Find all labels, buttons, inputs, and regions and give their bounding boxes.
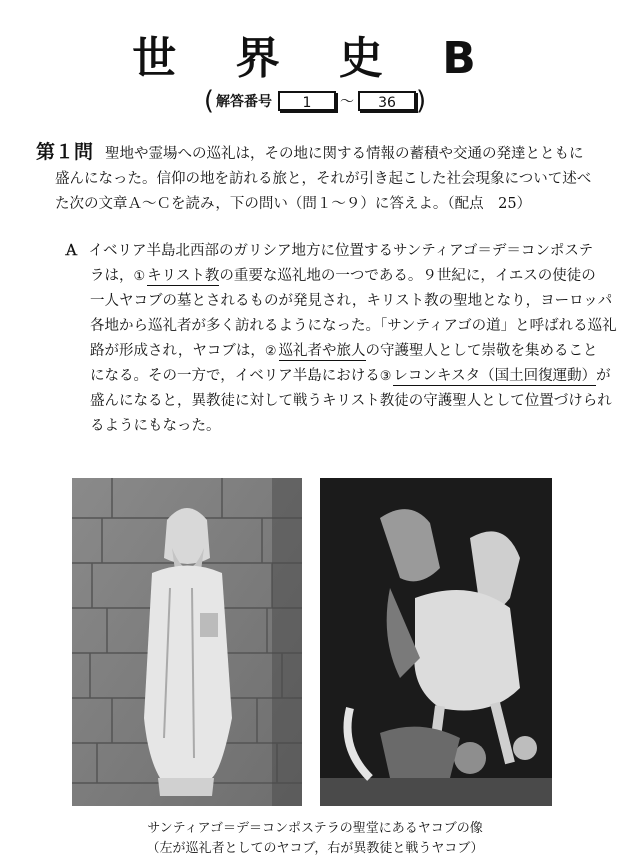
question-line-2: 盛んになった。信仰の地を訪れる旅と，それが引き起こした社会現象について述べ xyxy=(55,171,592,187)
pilgrim-statue-photo xyxy=(72,478,302,806)
passage-line-2: ラは，① キリスト教の重要な巡礼地の一つである。９世紀に，イエスの使徒の xyxy=(90,268,596,284)
figure-caption xyxy=(0,819,630,859)
question-line-1: 第１問 聖地や霊場への巡礼は，その地に関する情報の蓄積や交通の発達とともに xyxy=(36,141,584,163)
page-title: 世 界 史 B xyxy=(132,33,498,84)
question-line-3: た次の文章Ａ〜Ｃを読み，下の問い（問１〜９）に答えよ。（配点 25） xyxy=(55,196,532,212)
question-heading: 第１問 xyxy=(36,141,94,163)
passage-line-6: になる。その一方で，イベリア半島における③ レコンキスタ（国土回復運動）が xyxy=(90,368,611,384)
marker-2: ② xyxy=(264,344,277,359)
marker-1: ① xyxy=(133,269,146,284)
underline-1: キリスト教 xyxy=(147,268,220,284)
pilgrim-statue-image xyxy=(72,478,302,806)
answer-number-label: 解答番号 xyxy=(216,94,272,110)
passage-line-1: Ａ イベリア半島北西部のガリシア地方に位置するサンティアゴ＝デ＝コンポステ xyxy=(64,242,594,259)
answer-start-box: 1 xyxy=(278,91,336,111)
section-a-passage xyxy=(64,238,617,439)
caption-line-2: （左が巡礼者としてのヤコブ，右が異教徒と戦うヤコブ） xyxy=(146,841,484,856)
marker-3: ③ xyxy=(379,369,392,384)
passage-line-5: 路が形成され，ヤコブは，② 巡礼者や旅人の守護聖人として崇敬を集めること xyxy=(90,343,598,359)
passage-line-3: 一人ヤコブの墓とされるものが発見され，キリスト教の聖地となり，ヨーロッパ xyxy=(90,293,613,309)
section-a-label: Ａ xyxy=(64,242,79,259)
answer-range-tilde: 〜 xyxy=(340,94,354,110)
open-paren: ( xyxy=(203,86,214,116)
caption-line-1: サンティアゴ＝デ＝コンポステラの聖堂にあるヤコブの像 xyxy=(147,821,483,836)
warrior-statue-photo xyxy=(320,478,552,806)
warrior-statue-image xyxy=(320,478,552,806)
underline-2: 巡礼者や旅人 xyxy=(278,343,366,359)
underline-3: レコンキスタ（国土回復運動） xyxy=(393,368,597,384)
answer-number-range xyxy=(0,88,630,114)
passage-line-8: るようにもなった。 xyxy=(90,418,221,434)
passage-line-7: 盛んになると，異教徒に対して戦うキリスト教徒の守護聖人として位置づけられ xyxy=(90,393,612,409)
passage-line-4: 各地から巡礼者が多く訪れるようになった。「サンティアゴの道」と呼ばれる巡礼 xyxy=(90,318,617,334)
question-intro xyxy=(36,140,596,217)
close-paren: ) xyxy=(416,86,427,116)
answer-end-box: 36 xyxy=(358,91,416,111)
